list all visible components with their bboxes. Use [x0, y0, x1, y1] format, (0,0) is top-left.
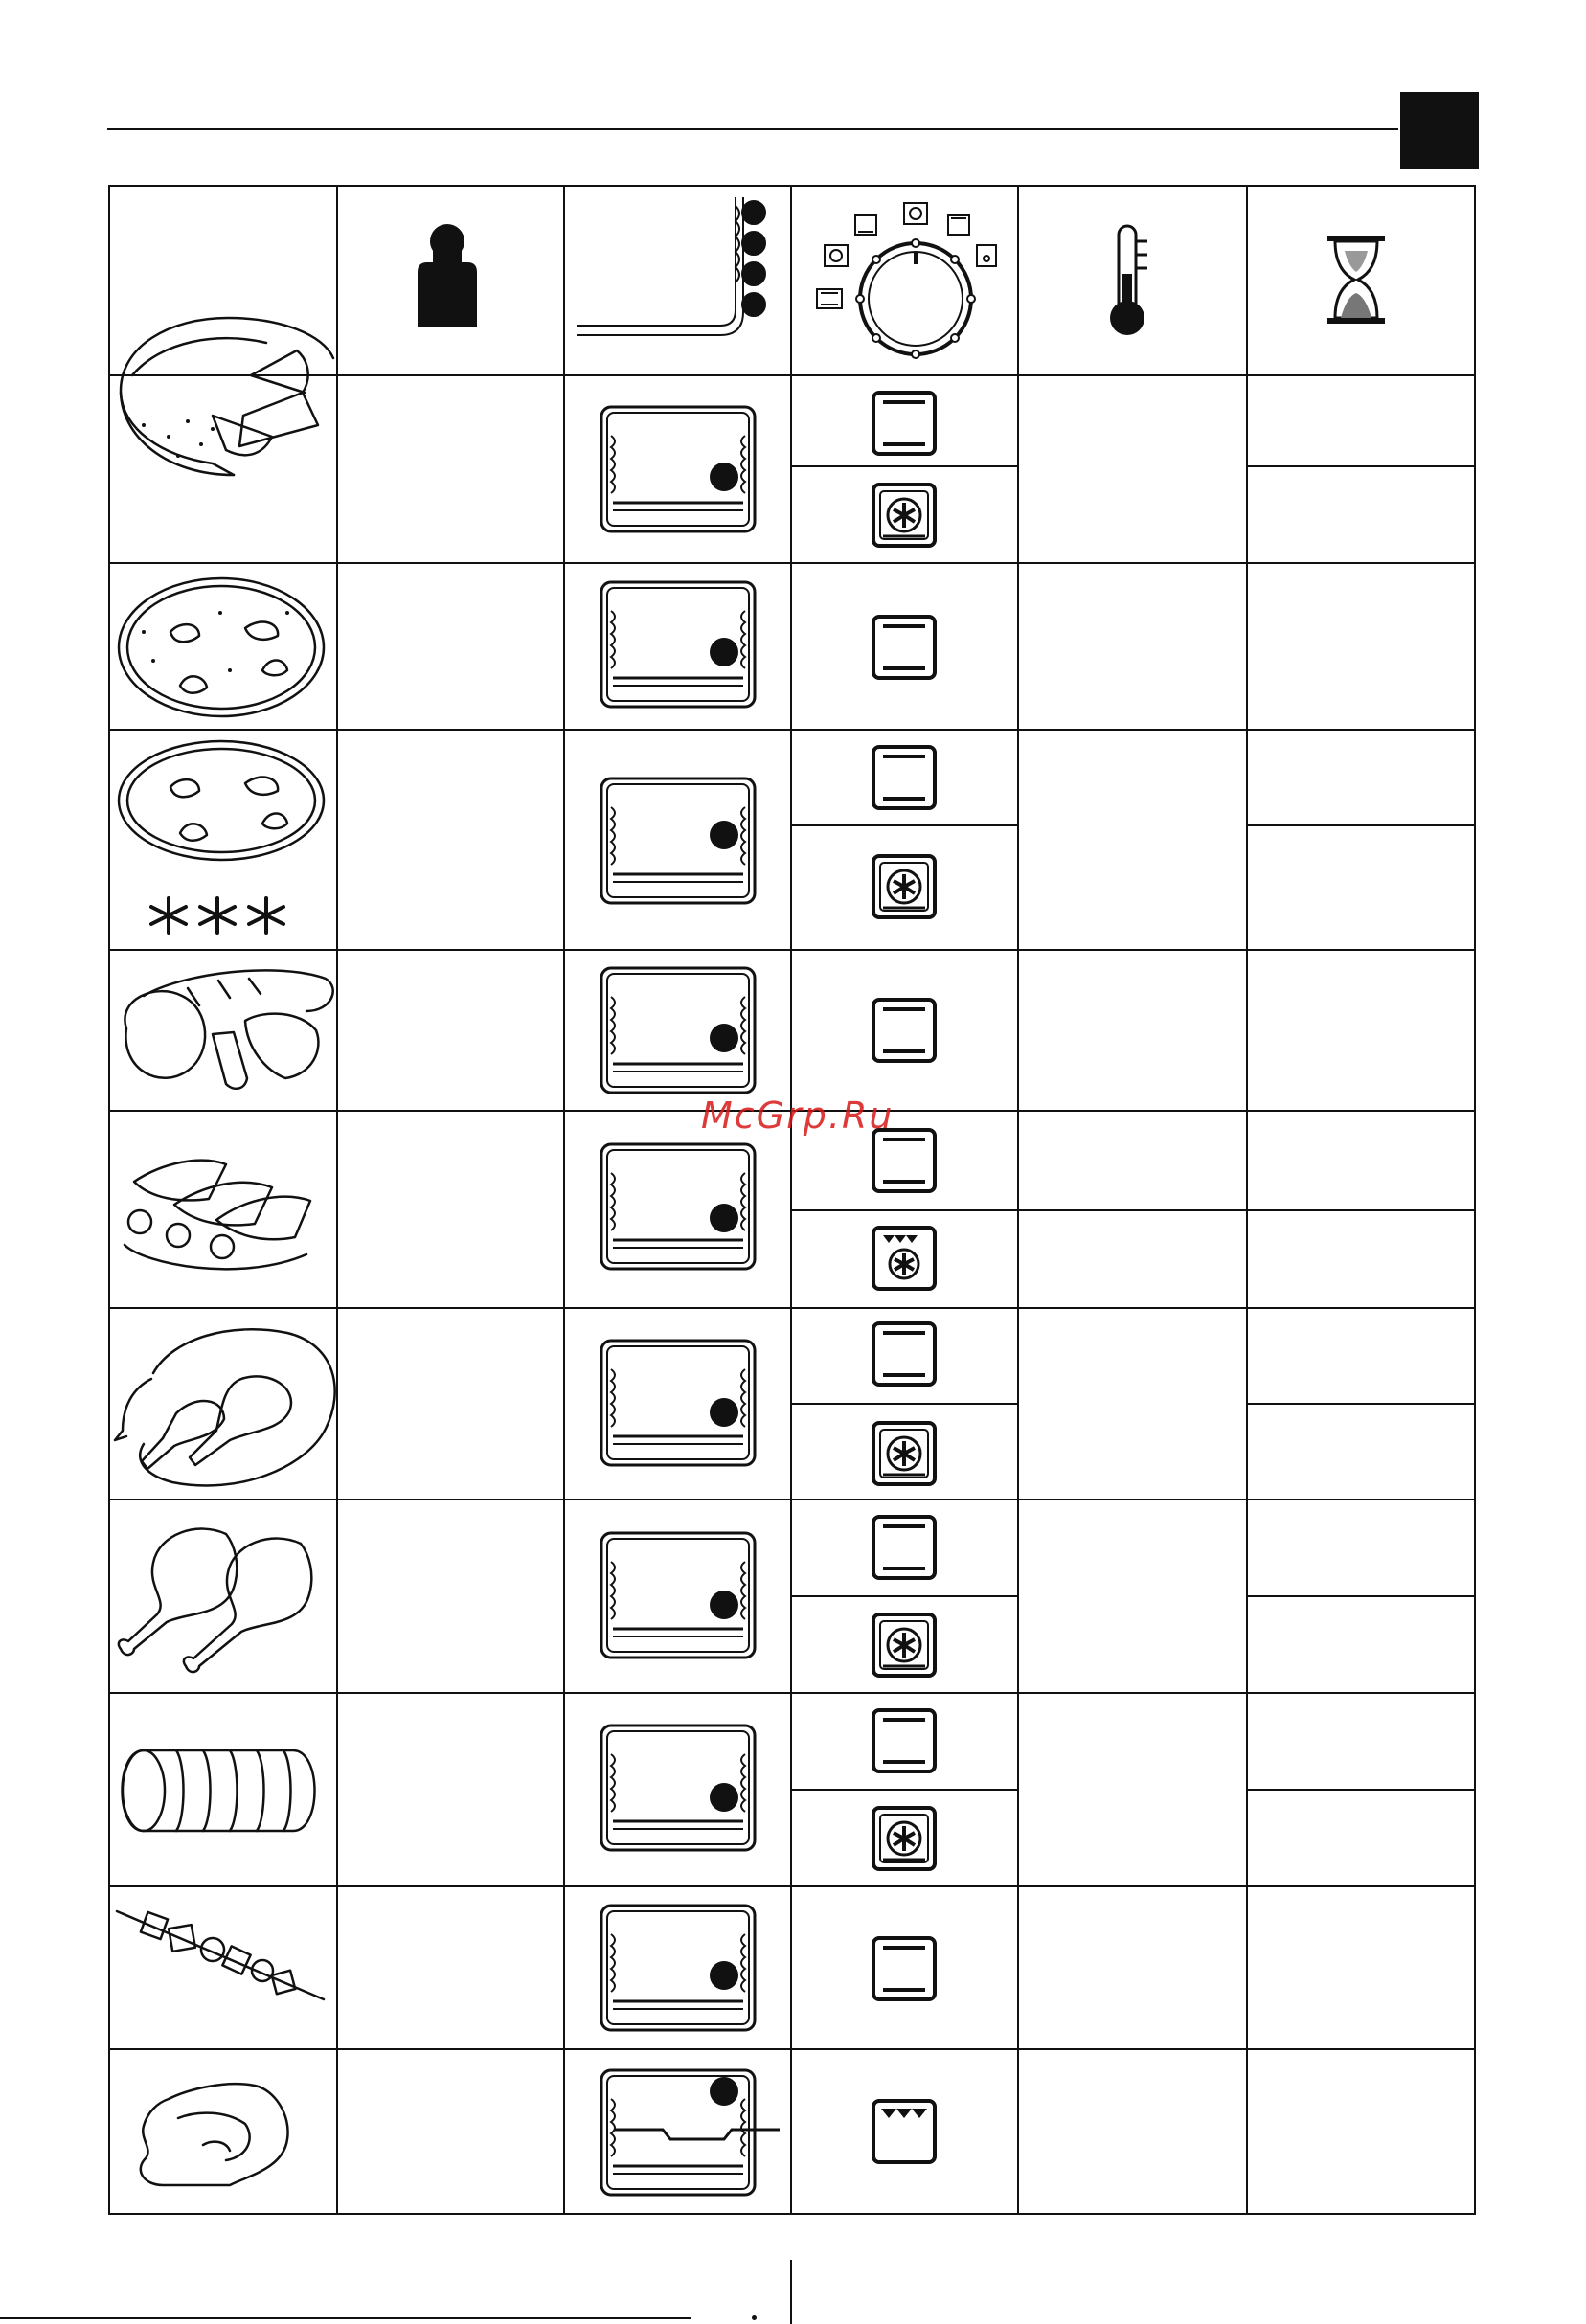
thermometer-icon	[1110, 226, 1147, 335]
shelf-position-icon	[577, 197, 765, 335]
hourglass-icon	[1327, 236, 1385, 324]
food-pizza-icon	[119, 578, 324, 716]
food-bread-icon	[125, 970, 332, 1088]
footer-dot	[752, 2315, 757, 2320]
footer-rule	[0, 2317, 691, 2319]
food-kebab-icon	[117, 1911, 324, 1999]
food-rolled-roast-icon	[123, 1750, 315, 1831]
oven-mode-dial-icon	[817, 203, 996, 358]
watermark: McGrp.Ru	[701, 1094, 895, 1137]
footer-divider	[790, 2260, 792, 2324]
food-steak-icon	[141, 2084, 288, 2185]
mode-icons	[873, 393, 935, 2162]
food-cake-icon	[121, 318, 333, 475]
food-cannelloni-icon	[125, 1161, 310, 1270]
food-whole-chicken-icon	[115, 1329, 335, 1485]
weight-icon	[418, 224, 477, 327]
shelf-icons	[601, 407, 780, 2195]
food-frozen-pizza-icon	[119, 741, 324, 860]
frozen-snowflakes-icon	[151, 898, 283, 933]
food-chicken-legs-icon	[119, 1529, 311, 1673]
